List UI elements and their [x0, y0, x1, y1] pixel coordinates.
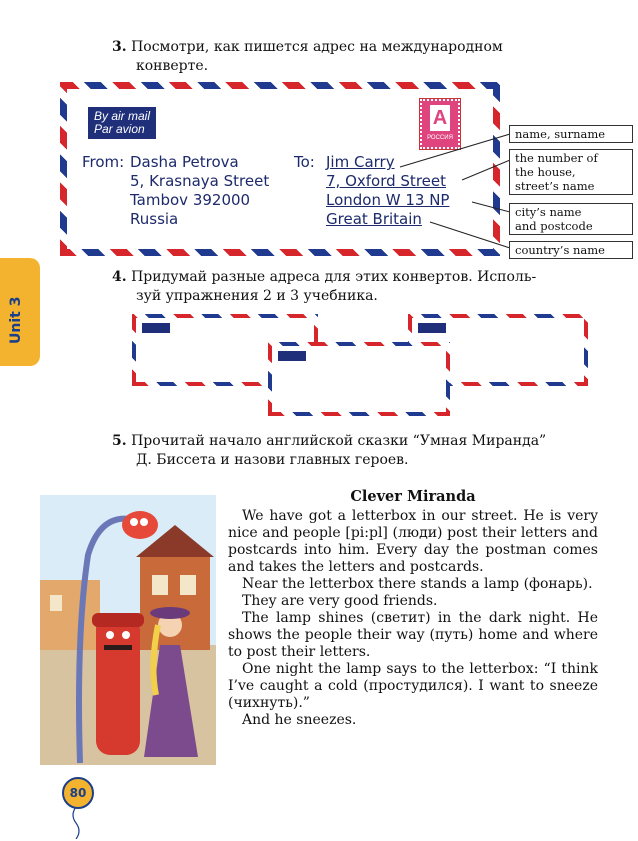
stamp-caption: РОССИЯ [427, 135, 453, 141]
blank-envelope-1-airmail [142, 323, 170, 333]
air-mail-label [88, 107, 156, 139]
label-country: country’s name [509, 241, 633, 259]
exercise-5 [112, 432, 612, 470]
story-paragraph: And he sneezes. [242, 712, 357, 728]
exercise-3-text-line2: конверте. [136, 58, 209, 74]
label-leader-lines [390, 125, 520, 255]
label-house-line1: the number of [515, 151, 598, 165]
exercise-5-text-line2: Д. Биссета и назови главных героев. [136, 452, 409, 468]
illustration-letterbox-and-lamp [40, 495, 216, 765]
label-city-line1: city’s name [515, 205, 582, 219]
unit-tab-label: Unit 3 [8, 296, 24, 344]
exercise-3 [112, 38, 592, 76]
page-number: 80 [62, 777, 94, 809]
exercise-4-number: 4. [112, 269, 127, 285]
exercise-5-number: 5. [112, 433, 127, 449]
story-paragraph: Near the letterbox there stands a lamp (фонарь). [242, 576, 593, 592]
from-line: 5, Krasnaya Street [130, 172, 270, 190]
exercise-5-text-line1: Прочитай начало английской сказки “Умная Миранда” [131, 433, 547, 449]
story-text [228, 508, 598, 729]
from-label: From: [82, 153, 125, 171]
story-paragraph: The lamp shines (светит) in the dark night. He shows the people their way (путь) home and where to post their letters. [228, 610, 598, 660]
air-mail-line2: Par avion [94, 122, 145, 136]
exercise-4 [112, 268, 612, 306]
to-line: 7, Oxford Street [326, 172, 446, 190]
label-name-surname: name, surname [509, 125, 633, 143]
from-line: Russia [130, 210, 179, 228]
exercise-4-text-line1: Придумай разные адреса для этих конвертов. Исполь- [131, 269, 537, 285]
air-mail-line1: By air mail [94, 109, 151, 123]
to-line: London W 13 NP [326, 191, 450, 209]
story-paragraph: One night the lamp says to the letterbox: “I think I’ve caught a cold (простудился). I want to sneeze (чихнуть).” [228, 661, 598, 711]
story-title: Clever Miranda [350, 488, 476, 505]
label-house-street [509, 149, 633, 195]
label-house-line2: the house, [515, 165, 576, 179]
blank-envelope-3-airmail [418, 323, 446, 333]
label-house-line3: street’s name [515, 179, 595, 193]
label-city-postcode [509, 203, 633, 235]
balloon-string-icon [68, 807, 84, 839]
from-line: Tambov 392000 [130, 191, 251, 209]
exercise-3-text-line1: Посмотри, как пишется адрес на международном [131, 39, 503, 55]
to-line: Great Britain [326, 210, 422, 228]
to-label: To: [294, 153, 315, 171]
exercise-4-text-line2: зуй упражнения 2 и 3 учебника. [136, 288, 378, 304]
from-line: Dasha Petrova [130, 153, 239, 171]
unit-tab [0, 258, 40, 366]
label-city-line2: and postcode [515, 219, 593, 233]
from-address [130, 153, 269, 229]
stamp-letter: A [430, 105, 450, 131]
story-paragraph: We have got a letterbox in our street. He is very nice and people [pi:pl] (люди) post their letters and postcards into him. Every day the postman comes and takes the letters and postcards. [228, 508, 598, 575]
exercise-3-number: 3. [112, 39, 127, 55]
to-line: Jim Carry [326, 153, 395, 171]
story-paragraph: They are very good friends. [242, 593, 438, 609]
blank-envelope-2-airmail [278, 351, 306, 361]
